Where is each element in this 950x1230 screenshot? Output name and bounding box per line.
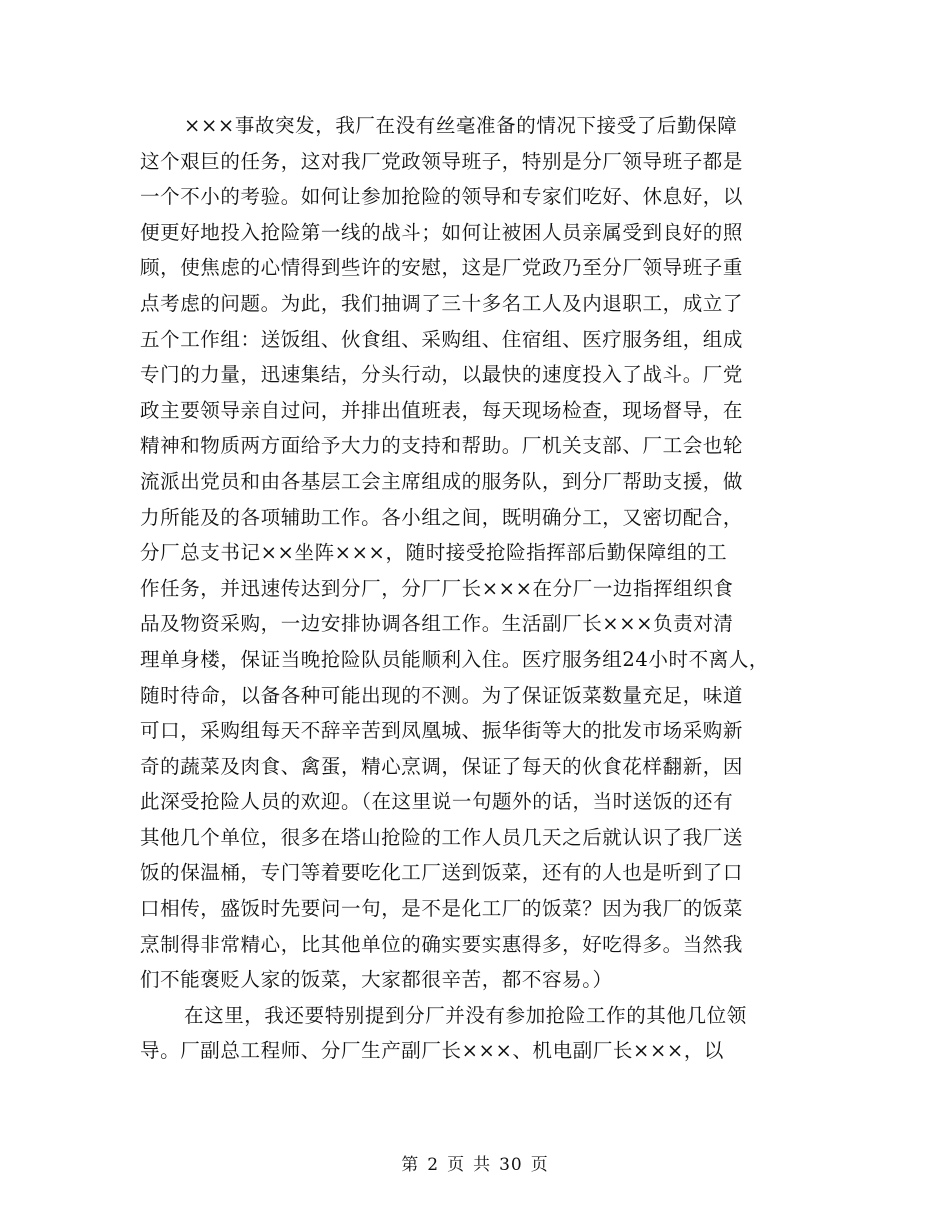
paragraph-line: 饭的保温桶，专门等着要吃化工厂送到饭菜，还有的人也是听到了口 <box>140 861 744 885</box>
paragraph-line: 顾，使焦虑的心情得到些许的安慰，这是厂党政乃至分厂领导班子重 <box>140 256 744 280</box>
page-number: 2 <box>427 1155 440 1175</box>
paragraph-line: 作任务，并迅速传达到分厂，分厂厂长×××在分厂一边指挥组织食 <box>140 576 734 600</box>
body-text <box>140 108 820 1069</box>
paragraph-line: ×××事故突发，我厂在没有丝毫准备的情况下接受了后勤保障 <box>184 114 738 137</box>
paragraph-line: 其他几个单位，很多在塔山抢险的工作人员几天之后就认识了我厂送 <box>140 825 744 849</box>
paragraph-line: 们不能褒贬人家的饭菜，大家都很辛苦，都不容易。） <box>140 968 613 992</box>
total-label: 共 <box>473 1155 492 1175</box>
paragraph-line: 随时待命，以备各种可能出现的不测。为了保证饭菜数量充足，味道 <box>140 683 744 707</box>
paragraph-line: 专门的力量，迅速集结，分头行动，以最快的速度投入了战斗。厂党 <box>140 363 744 387</box>
page-footer <box>0 1150 950 1175</box>
paragraph-line: 这个艰巨的任务，这对我厂党政领导班子，特别是分厂领导班子都是 <box>140 149 744 173</box>
paragraph-line: 奇的蔬菜及肉食、禽蛋，精心烹调，保证了每天的伙食花样翻新，因 <box>140 754 744 778</box>
paragraph-line: 口相传，盛饭时先要问一句，是不是化工厂的饭菜？因为我厂的饭菜 <box>140 897 744 921</box>
paragraph-line: 点考虑的问题。为此，我们抽调了三十多名工人及内退职工，成立了 <box>140 291 744 315</box>
paragraph-line: 品及物资采购，一边安排协调各组工作。生活副厂长×××负责对清 <box>140 612 734 636</box>
paragraph-line: 一个不小的考验。如何让参加抢险的领导和专家们吃好、休息好，以 <box>140 185 744 209</box>
paragraph-line: 分厂总支书记××坐阵×××，随时接受抢险指挥部后勤保障组的工 <box>140 541 728 565</box>
paragraph-line: 五个工作组：送饭组、伙食组、采购组、住宿组、医疗服务组，组成 <box>140 327 744 351</box>
page-label-mid: 页 <box>447 1155 466 1175</box>
paragraph-line: 理单身楼，保证当晚抢险队员能顺利入住。医疗服务组24小时不离人， <box>140 647 770 671</box>
paragraph-line: 流派出党员和由各基层工会主席组成的服务队，到分厂帮助支援，做 <box>140 469 744 493</box>
paragraph-line: 烹制得非常精心，比其他单位的确实要实惠得多，好吃得多。当然我 <box>140 932 744 956</box>
paragraph-line: 便更好地投入抢险第一线的战斗；如何让被困人员亲属受到良好的照 <box>140 220 744 244</box>
paragraph-line: 力所能及的各项辅助工作。各小组之间，既明确分工，又密切配合， <box>140 505 744 529</box>
total-pages: 30 <box>499 1155 523 1175</box>
page-label-prefix: 第 <box>401 1155 420 1175</box>
paragraph-line: 精神和物质两方面给予大力的支持和帮助。厂机关支部、厂工会也轮 <box>140 434 744 458</box>
paragraph-line: 政主要领导亲自过问，并排出值班表，每天现场检查，现场督导，在 <box>140 398 744 422</box>
paragraph-line: 可口，采购组每天不辞辛苦到凤凰城、振华街等大的批发市场采购新 <box>140 719 744 743</box>
paragraph-line: 在这里，我还要特别提到分厂并没有参加抢险工作的其他几位领 <box>184 1003 747 1027</box>
paragraph-line: 此深受抢险人员的欢迎。（在这里说一句题外的话，当时送饭的还有 <box>140 790 734 814</box>
page-label-suffix: 页 <box>530 1155 549 1175</box>
paragraph-line: 导。厂副总工程师、分厂生产副厂长×××、机电副厂长×××，以 <box>140 1039 725 1063</box>
